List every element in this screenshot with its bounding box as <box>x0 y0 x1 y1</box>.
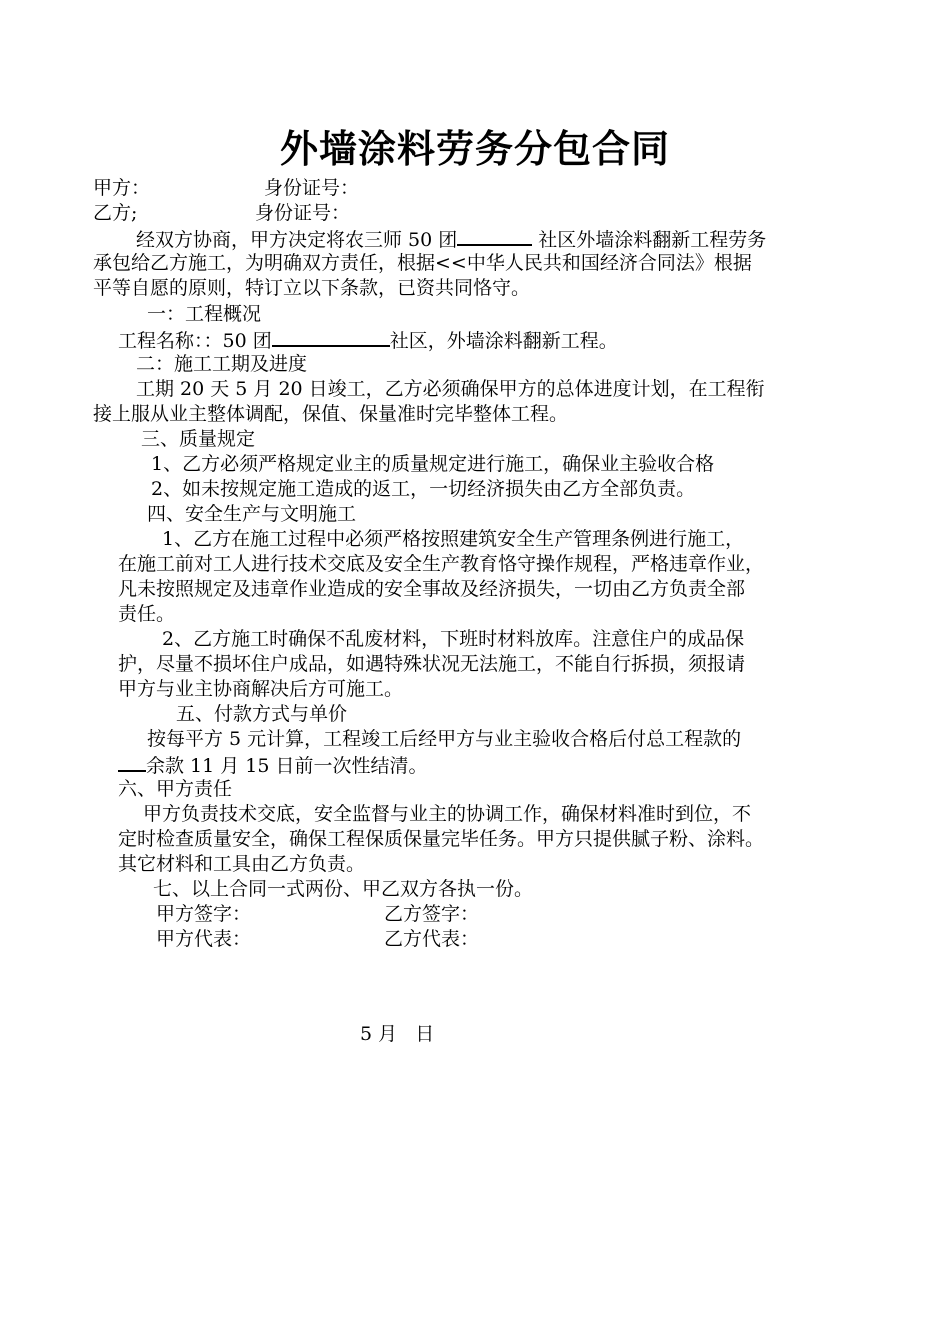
section6-line-2: 定时检查质量安全，确保工程保质保量完毕任务。甲方只提供腻子粉、涂料。 <box>118 828 765 850</box>
party-a-label: 甲方： <box>93 177 151 199</box>
party-b-signature-label: 乙方签字： <box>384 903 480 925</box>
section4-item1-line-1: 1、乙方在施工过程中必须严格按照建筑安全生产管理条例进行施工， <box>162 528 745 550</box>
party-a-representative-label: 甲方代表： <box>156 928 252 950</box>
section4-item2-line-2: 护，尽量不损坏住户成品，如遇特殊状况无法施工，不能自行拆损，须报请 <box>118 653 746 675</box>
section4-item2-line-3: 甲方与业主协商解决后方可施工。 <box>118 678 404 700</box>
section3-item-1: 1、乙方必须严格规定业主的质量规定进行施工，确保业主验收合格 <box>151 453 715 475</box>
section5-line-1: 按每平方 5 元计算，工程竣工后经甲方与业主验收合格后付总工程款的 <box>147 728 742 750</box>
section5-line-2 <box>118 752 428 778</box>
section2-line-2: 接上服从业主整体调配，保值、保量准时完毕整体工程。 <box>93 403 569 425</box>
project-name-line <box>118 327 618 353</box>
project-blank-1 <box>457 226 532 246</box>
document-title: 外墙涂料劳务分包合同 <box>279 127 670 171</box>
section6-line-1: 甲方负责技术交底，安全监督与业主的协调工作，确保材料准时到位，不 <box>143 803 752 825</box>
section2-line-1: 工期 20 天 5 月 20 日竣工，乙方必须确保甲方的总体进度计划，在工程衔 <box>136 378 765 400</box>
party-b-id-label: 身份证号： <box>255 202 351 224</box>
section4-heading: 四、安全生产与文明施工 <box>147 503 357 525</box>
section7-line: 七、以上合同一式两份、甲乙双方各执一份。 <box>153 878 534 900</box>
section2-heading: 二：施工工期及进度 <box>136 353 308 375</box>
intro-line-2: 承包给乙方施工，为明确双方责任，根据<<中华人民共和国经济合同法》根据 <box>93 252 752 274</box>
intro-line-3: 平等自愿的原则，特订立以下条款，已资共同恪守。 <box>93 277 531 299</box>
project-name-a: 工程名称：：50 团 <box>118 330 272 352</box>
signing-date: 5 月 日 <box>360 1023 435 1045</box>
section6-line-3: 其它材料和工具由乙方负责。 <box>118 853 366 875</box>
party-b-label: 乙方; <box>93 202 138 224</box>
party-a-id-label: 身份证号： <box>264 177 360 199</box>
section4-item1-line-2: 在施工前对工人进行技术交底及安全生产教育恪守操作规程，严格违章作业， <box>118 553 765 575</box>
section3-item-2: 2、如未按规定施工造成的返工，一切经济损失由乙方全部负责。 <box>151 478 696 500</box>
section4-item2-line-1: 2、乙方施工时确保不乱废材料，下班时材料放库。注意住户的成品保 <box>162 628 745 650</box>
section3-heading: 三、质量规定 <box>141 428 256 450</box>
section5-line-2-text: 余款 11 月 15 日前一次性结清。 <box>146 755 428 777</box>
section4-item1-line-3: 凡未按照规定及违章作业造成的安全事故及经济损失，一切由乙方负责全部 <box>118 578 746 600</box>
percentage-blank <box>118 752 146 772</box>
section6-heading: 六、甲方责任 <box>118 778 233 800</box>
section4-item1-line-4: 责任。 <box>118 603 176 625</box>
intro-text-a: 经双方协商，甲方决定将农三师 50 团 <box>136 229 458 251</box>
intro-text-b: 社区外墙涂料翻新工程劳务 <box>532 229 767 251</box>
intro-line-1 <box>136 226 766 252</box>
section1-heading: 一：工程概况 <box>147 303 262 325</box>
project-blank-2 <box>272 327 390 347</box>
project-name-b: 社区，外墙涂料翻新工程。 <box>389 330 618 352</box>
party-b-representative-label: 乙方代表： <box>384 928 480 950</box>
section5-heading: 五、付款方式与单价 <box>176 703 348 725</box>
party-a-signature-label: 甲方签字： <box>156 903 252 925</box>
